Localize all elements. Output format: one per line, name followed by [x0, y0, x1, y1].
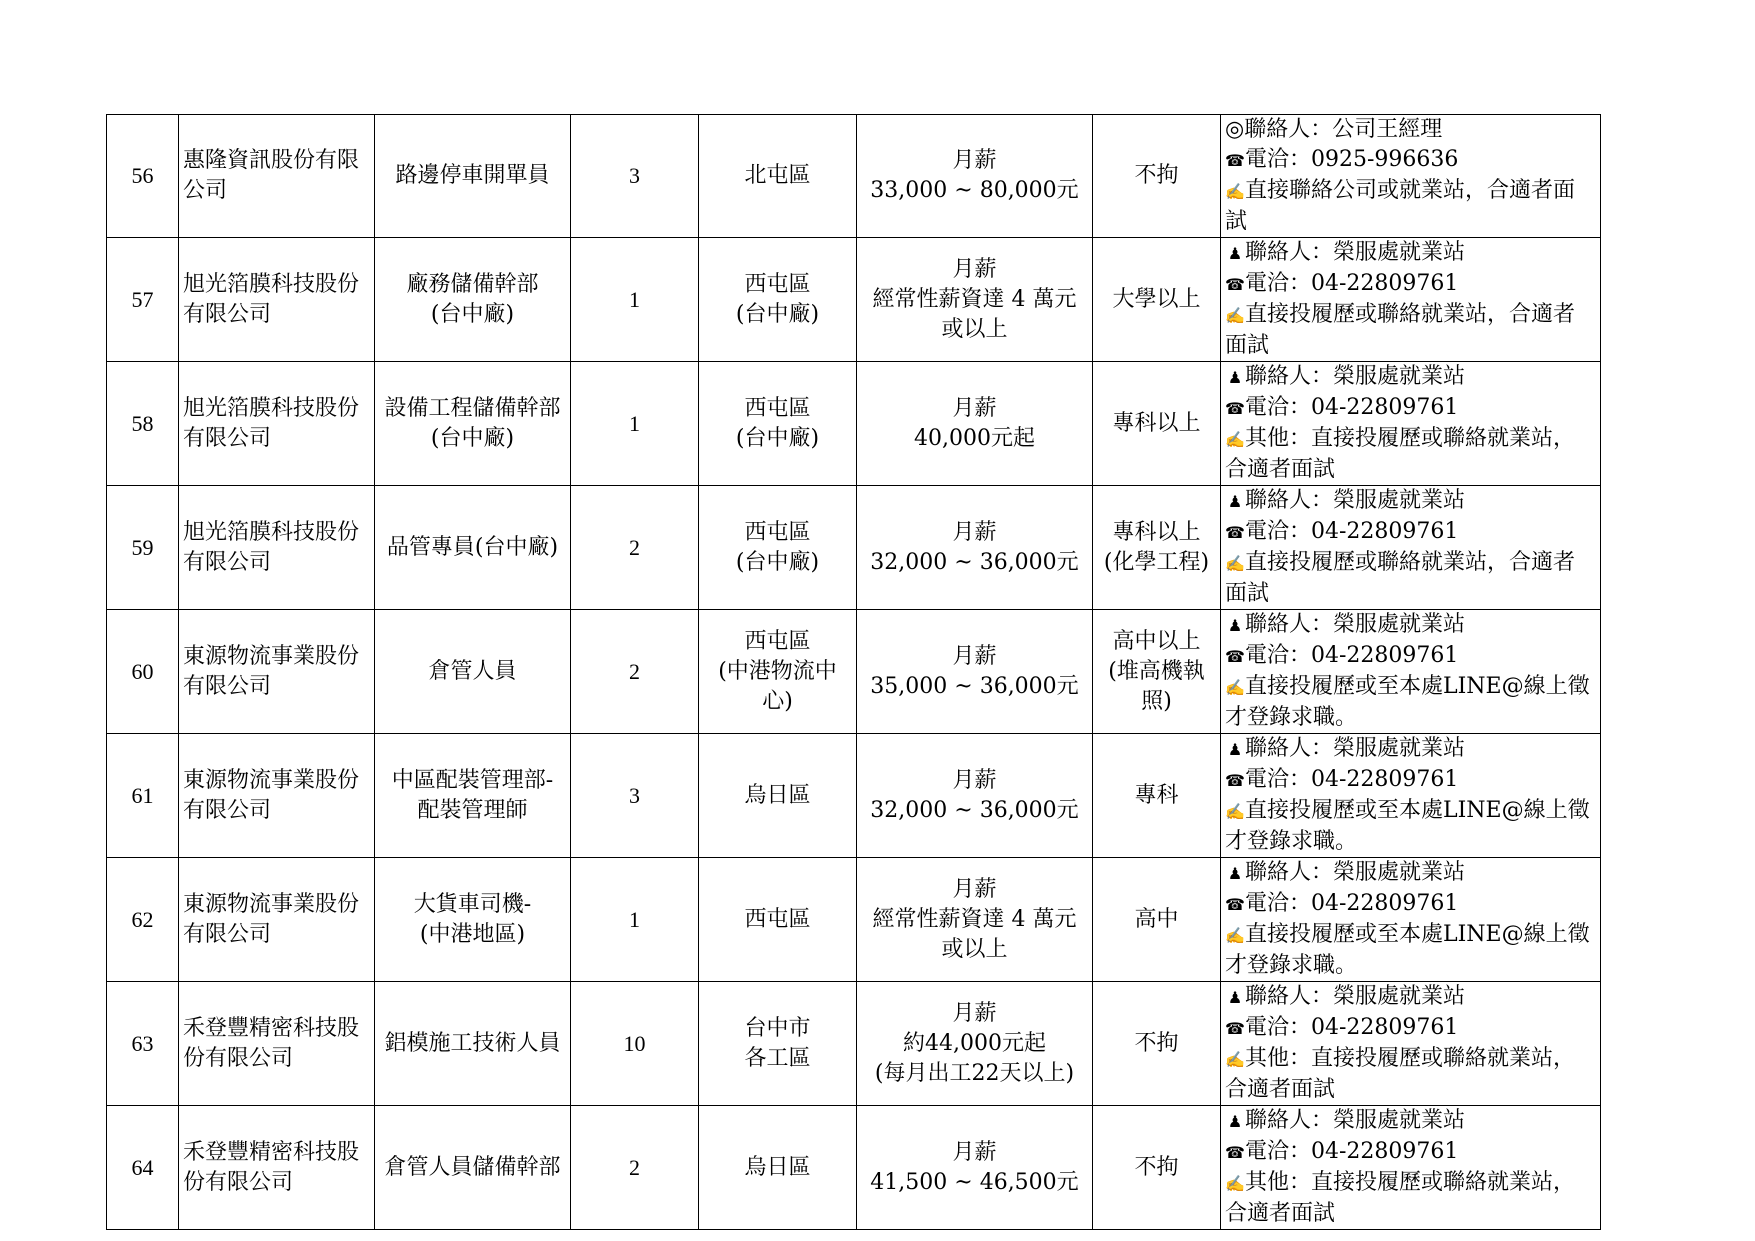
salary: 月薪 32,000 ~ 36,000元: [870, 767, 1079, 823]
work-location: 烏日區: [744, 1154, 811, 1180]
contact-line: [1225, 176, 1596, 237]
company-name: 禾登豐精密科技股份有限公司: [183, 1015, 360, 1071]
contact-line: [1225, 982, 1596, 1013]
job-title: 設備工程儲備幹部 (台中廠): [384, 395, 561, 451]
table-row: [107, 858, 1601, 982]
phone-icon: ☎: [1225, 151, 1245, 170]
phone-icon: ☎: [1225, 1143, 1245, 1162]
work-location: 西屯區 (台中廠): [735, 395, 820, 451]
person-icon: ♟: [1227, 616, 1243, 635]
work-location: 西屯區 (台中廠): [735, 271, 820, 327]
contact-info: [1221, 982, 1601, 1106]
contact-line: [1225, 362, 1596, 393]
company-name: 旭光箔膜科技股份有限公司: [183, 395, 360, 451]
headcount: 2: [629, 1154, 640, 1180]
contact-line: [1225, 1044, 1596, 1105]
salary: 月薪 經常性薪資達 4 萬元 或以上: [872, 876, 1077, 962]
salary: 月薪 經常性薪資達 4 萬元 或以上: [872, 256, 1077, 342]
contact-text: 直接投履歷或至本處LINE@線上徵才登錄求職。: [1225, 798, 1590, 854]
contact-line: [1225, 1168, 1596, 1229]
note-icon: ✍: [1225, 182, 1245, 201]
headcount: 2: [629, 658, 640, 684]
company-name: 旭光箔膜科技股份有限公司: [183, 519, 360, 575]
row-number: 60: [131, 658, 154, 684]
note-icon: ✍: [1225, 678, 1245, 697]
contact-line: [1225, 300, 1596, 361]
work-location: 西屯區: [744, 906, 811, 932]
phone-icon: ☎: [1225, 1019, 1245, 1038]
salary: 月薪 35,000 ~ 36,000元: [870, 643, 1079, 699]
contact-info: [1221, 238, 1601, 362]
headcount: 3: [629, 782, 640, 808]
contact-text: 其他：直接投履歷或聯絡就業站，合適者面試: [1225, 426, 1576, 482]
table-row: [107, 486, 1601, 610]
person-icon: ♟: [1227, 864, 1243, 883]
headcount: 10: [623, 1030, 646, 1056]
contact-info: [1221, 1106, 1601, 1230]
contact-line: [1225, 1013, 1596, 1044]
contact-text: 直接投履歷或聯絡就業站，合適者面試: [1225, 550, 1576, 606]
contact-text: 聯絡人：榮服處就業站: [1245, 612, 1466, 637]
contact-line: [1225, 145, 1596, 176]
contact-text: 電洽：04-22809761: [1245, 1139, 1459, 1164]
job-title: 倉管人員儲備幹部: [384, 1154, 561, 1180]
contact-text: 直接投履歷或聯絡就業站，合適者面試: [1225, 302, 1576, 358]
job-listing-table: [106, 114, 1601, 1230]
salary: 月薪 約44,000元起 (每月出工22天以上): [874, 1000, 1075, 1086]
contact-info: [1221, 610, 1601, 734]
company-name: 東源物流事業股份有限公司: [183, 767, 360, 823]
contact-info: [1221, 486, 1601, 610]
contact-line: [1225, 238, 1596, 269]
company-name: 禾登豐精密科技股份有限公司: [183, 1139, 360, 1195]
education-requirement: 不拘: [1134, 1154, 1179, 1180]
contact-line: [1225, 765, 1596, 796]
table-row: [107, 1106, 1601, 1230]
contact-text: 直接投履歷或至本處LINE@線上徵才登錄求職。: [1225, 674, 1590, 730]
work-location: 北屯區: [744, 163, 811, 188]
contact-text: 電洽：04-22809761: [1245, 767, 1459, 792]
note-icon: ✍: [1225, 430, 1245, 449]
contact-text: 電洽：04-22809761: [1245, 643, 1459, 668]
row-number: 64: [131, 1154, 154, 1180]
contact-text: 電洽：04-22809761: [1245, 519, 1459, 544]
contact-line: [1225, 796, 1596, 857]
contact-text: 聯絡人：榮服處就業站: [1245, 240, 1466, 265]
work-location: 西屯區 (中港物流中 心): [718, 628, 837, 714]
contact-line: [1225, 1106, 1596, 1137]
table-row: [107, 982, 1601, 1106]
contact-text: 電洽：04-22809761: [1245, 891, 1459, 916]
person-icon: ♟: [1227, 244, 1243, 263]
contact-line: [1225, 269, 1596, 300]
work-location: 西屯區 (台中廠): [735, 519, 820, 575]
note-icon: ✍: [1225, 802, 1245, 821]
contact-line: [1225, 734, 1596, 765]
contact-text: 其他：直接投履歷或聯絡就業站，合適者面試: [1225, 1046, 1576, 1102]
contact-line: [1225, 858, 1596, 889]
contact-line: [1225, 641, 1596, 672]
person-icon: ♟: [1227, 1112, 1243, 1131]
note-icon: ✍: [1225, 926, 1245, 945]
contact-line: [1225, 486, 1596, 517]
education-requirement: 專科: [1134, 782, 1179, 808]
education-requirement: 不拘: [1134, 1030, 1179, 1056]
contact-line: [1225, 393, 1596, 424]
phone-icon: ☎: [1225, 771, 1245, 790]
education-requirement: 高中: [1134, 906, 1179, 932]
person-icon: ♟: [1227, 988, 1243, 1007]
job-title: 廠務儲備幹部 (台中廠): [406, 271, 539, 327]
contact-line: [1225, 517, 1596, 548]
contact-text: 電洽：04-22809761: [1245, 1015, 1459, 1040]
job-title: 大貨車司機- (中港地區): [413, 891, 532, 947]
contact-line: [1225, 548, 1596, 609]
phone-icon: ☎: [1225, 275, 1245, 294]
education-requirement: 不拘: [1134, 163, 1179, 188]
education-requirement: 高中以上 (堆高機執 照): [1108, 628, 1205, 714]
education-requirement: 專科以上: [1112, 410, 1201, 436]
row-number: 57: [131, 286, 154, 312]
contact-line: [1225, 424, 1596, 485]
contact-text: 聯絡人：榮服處就業站: [1245, 1108, 1466, 1133]
contact-text: 電洽：0925-996636: [1245, 147, 1459, 172]
note-icon: ✍: [1225, 1174, 1245, 1193]
contact-text: ◎聯絡人：公司王經理: [1225, 117, 1443, 142]
table-row: [107, 362, 1601, 486]
contact-text: 直接聯絡公司或就業站，合適者面試: [1225, 178, 1576, 234]
row-number: 58: [131, 410, 154, 436]
row-number: 63: [131, 1030, 154, 1056]
job-title: 鋁模施工技術人員: [384, 1030, 561, 1056]
headcount: 2: [629, 534, 640, 560]
note-icon: ✍: [1225, 1050, 1245, 1069]
contact-line: [1225, 672, 1596, 733]
job-title: 路邊停車開單員: [395, 163, 550, 188]
headcount: 3: [629, 163, 640, 188]
contact-text: 電洽：04-22809761: [1245, 271, 1459, 296]
contact-line: [1225, 610, 1596, 641]
person-icon: ♟: [1227, 740, 1243, 759]
table-body: [107, 115, 1601, 1230]
table-row: [107, 238, 1601, 362]
company-name: 惠隆資訊股份有限公司: [183, 148, 360, 203]
education-requirement: 專科以上 (化學工程): [1103, 519, 1210, 575]
work-location: 台中市 各工區: [744, 1015, 811, 1071]
person-icon: ♟: [1227, 368, 1243, 387]
salary: 月薪 40,000元起: [914, 395, 1035, 451]
company-name: 東源物流事業股份有限公司: [183, 891, 360, 947]
contact-text: 聯絡人：榮服處就業站: [1245, 984, 1466, 1009]
headcount: 1: [629, 410, 640, 436]
phone-icon: ☎: [1225, 647, 1245, 666]
contact-info: [1221, 362, 1601, 486]
note-icon: ✍: [1225, 554, 1245, 573]
headcount: 1: [629, 906, 640, 932]
contact-line: [1225, 920, 1596, 981]
salary: 月薪 41,500 ~ 46,500元: [870, 1139, 1079, 1195]
contact-text: 聯絡人：榮服處就業站: [1245, 488, 1466, 513]
work-location: 烏日區: [744, 782, 811, 808]
table-row: [107, 115, 1601, 238]
table-row: [107, 610, 1601, 734]
education-requirement: 大學以上: [1112, 286, 1201, 312]
contact-line: [1225, 1137, 1596, 1168]
contact-line: [1225, 889, 1596, 920]
contact-line: [1225, 115, 1596, 145]
company-name: 東源物流事業股份有限公司: [183, 643, 360, 699]
contact-info: [1221, 734, 1601, 858]
contact-text: 電洽：04-22809761: [1245, 395, 1459, 420]
phone-icon: ☎: [1225, 895, 1245, 914]
row-number: 61: [131, 782, 154, 808]
salary: 月薪 32,000 ~ 36,000元: [870, 519, 1079, 575]
contact-text: 聯絡人：榮服處就業站: [1245, 860, 1466, 885]
job-title: 品管專員(台中廠): [386, 534, 559, 560]
note-icon: ✍: [1225, 306, 1245, 325]
contact-text: 聯絡人：榮服處就業站: [1245, 364, 1466, 389]
contact-text: 聯絡人：榮服處就業站: [1245, 736, 1466, 761]
phone-icon: ☎: [1225, 523, 1245, 542]
table-row: [107, 734, 1601, 858]
person-icon: ♟: [1227, 492, 1243, 511]
job-title: 中區配裝管理部- 配裝管理師: [391, 767, 554, 823]
row-number: 59: [131, 534, 154, 560]
job-title: 倉管人員: [428, 658, 517, 684]
contact-text: 直接投履歷或至本處LINE@線上徵才登錄求職。: [1225, 922, 1590, 978]
contact-info: [1221, 115, 1601, 238]
salary: 月薪 33,000 ~ 80,000元: [870, 148, 1079, 203]
headcount: 1: [629, 286, 640, 312]
company-name: 旭光箔膜科技股份有限公司: [183, 271, 360, 327]
contact-info: [1221, 858, 1601, 982]
contact-text: 其他：直接投履歷或聯絡就業站，合適者面試: [1225, 1170, 1576, 1226]
row-number: 62: [131, 906, 154, 932]
phone-icon: ☎: [1225, 399, 1245, 418]
row-number: 56: [131, 163, 154, 188]
